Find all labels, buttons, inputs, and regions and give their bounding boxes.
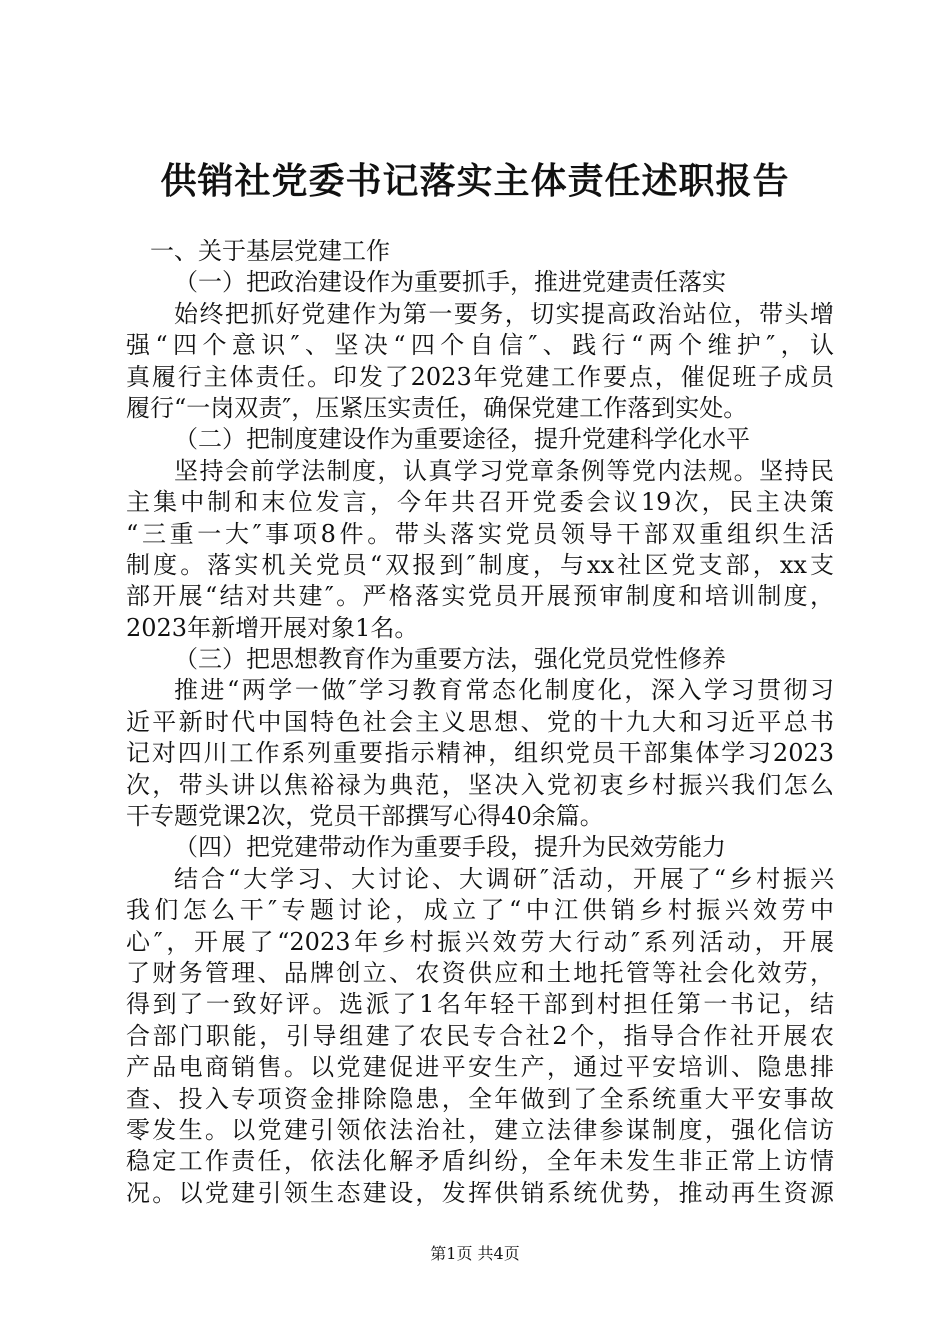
document-body	[126, 236, 834, 1209]
paragraph-line: 结合“大学习、大讨论、大调研″活动，开展了“乡村振兴	[174, 864, 834, 893]
paragraph-line: 次，带头讲以焦裕禄为典范，坚决入党初衷乡村振兴我们怎么	[126, 770, 834, 799]
subsection-heading: （四）把党建带动作为重要手段，提升为民效劳能力	[174, 833, 726, 862]
paragraph-line: 真履行主体责任。印发了2023年党建工作要点，催促班子成员	[126, 362, 834, 391]
paragraph-line: 心″，开展了“2023年乡村振兴效劳大行动″系列活动，开展	[126, 927, 834, 956]
section-heading: 一、关于基层党建工作	[150, 237, 390, 265]
paragraph-line: 制度。落实机关党员“双报到″制度，与xx社区党支部，xx支	[126, 550, 834, 579]
subsection-heading: （二）把制度建设作为重要途径，提升党建科学化水平	[174, 425, 750, 454]
paragraph-line: 产品电商销售。以党建促进平安生产，通过平安培训、隐患排	[126, 1053, 834, 1082]
paragraph-line: 履行“一岗双责″，压紧压实责任，确保党建工作落到实处。	[126, 393, 748, 422]
page-number: 第1页 共4页	[430, 1244, 520, 1263]
paragraph-line: 查、投入专项资金排除隐患，全年做到了全系统重大平安事故	[126, 1084, 834, 1113]
paragraph-line: 我们怎么干″专题讨论，成立了“中江供销乡村振兴效劳中	[126, 896, 834, 925]
paragraph-line: 坚持会前学法制度，认真学习党章条例等党内法规。坚持民	[174, 456, 834, 485]
paragraph-line: 零发生。以党建引领依法治社，建立法律参谋制度，强化信访	[126, 1115, 834, 1144]
paragraph-line: 主集中制和末位发言，今年共召开党委会议19次，民主决策	[126, 488, 834, 517]
paragraph-line: 得到了一致好评。选派了1名年轻干部到村担任第一书记，结	[126, 990, 834, 1019]
paragraph-line: 始终把抓好党建作为第一要务，切实提高政治站位，带头增	[174, 299, 834, 328]
paragraph-line: 况。以党建引领生态建设，发挥供销系统优势，推动再生资源	[126, 1178, 834, 1207]
subsection-heading: （一）把政治建设作为重要抓手，推进党建责任落实	[174, 268, 726, 297]
paragraph-line: 推进“两学一做″学习教育常态化制度化，深入学习贯彻习	[174, 676, 834, 705]
paragraph-line: 了财务管理、品牌创立、农资供应和土地托管等社会化效劳，	[126, 958, 834, 987]
paragraph-line: 部开展“结对共建″。严格落实党员开展预审制度和培训制度，	[126, 582, 834, 611]
document-title: 供销社党委书记落实主体责任述职报告	[160, 160, 790, 202]
paragraph-line: “三重一大″事项8件。带头落实党员领导干部双重组织生活	[126, 519, 834, 548]
paragraph-line: 合部门职能，引导组建了农民专合社2个，指导合作社开展农	[126, 1021, 834, 1050]
paragraph-line: 干专题党课2次，党员干部撰写心得40余篇。	[126, 802, 604, 831]
paragraph-line: 稳定工作责任，依法化解矛盾纠纷，全年未发生非正常上访情	[126, 1147, 834, 1176]
paragraph-line: 2023年新增开展对象1名。	[126, 613, 419, 642]
paragraph-line: 记对四川工作系列重要指示精神，组织党员干部集体学习2023	[126, 739, 834, 768]
paragraph-line: 强“四个意识″、坚决“四个自信″、践行“两个维护″，认	[126, 331, 834, 360]
subsection-heading: （三）把思想教育作为重要方法，强化党员党性修养	[174, 645, 726, 674]
paragraph-line: 近平新时代中国特色社会主义思想、党的十九大和习近平总书	[126, 707, 834, 736]
